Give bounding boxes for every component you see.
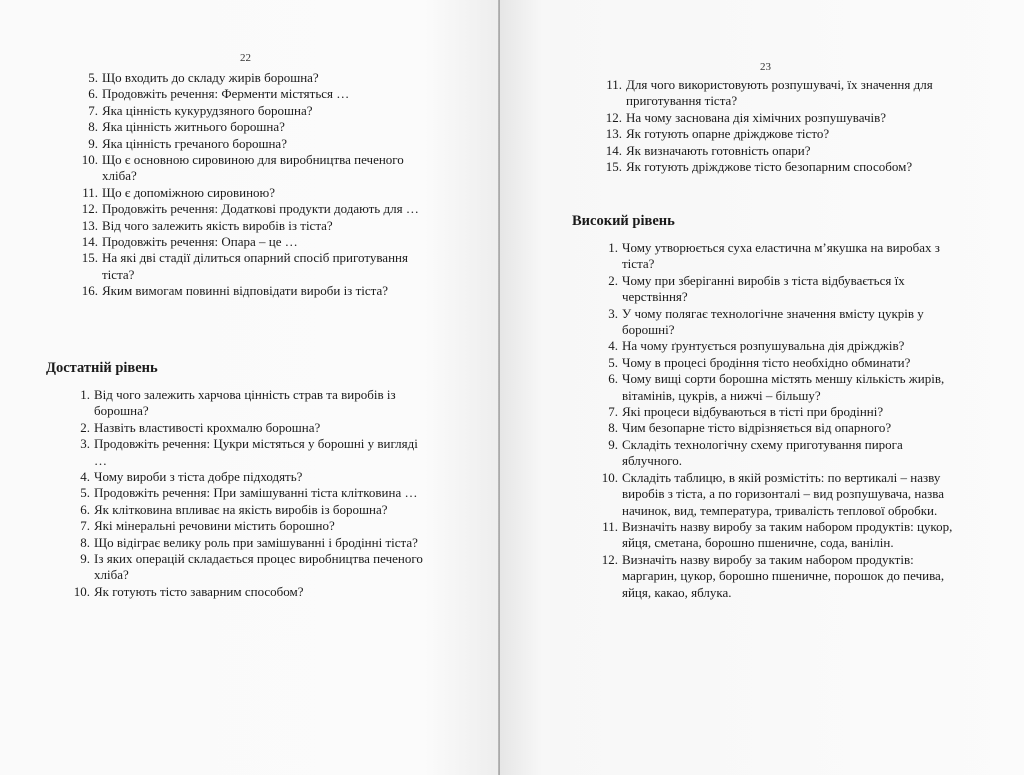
item-text: Складіть таблицю, в якій розмістіть: по вертикалі – назву виробів з тіста, а по горизонталі – вид розпушувача, назва начинок, вид, температура, тривалість теплової обробки. <box>622 469 944 518</box>
item-text: Продовжіть речення: При замішуванні тіста клітковина … <box>94 485 418 501</box>
item-number: 14. <box>81 234 98 250</box>
item-number: 2. <box>608 272 618 288</box>
item-number: 11. <box>606 77 622 92</box>
item-text: Продовжіть речення: Опара – це … <box>102 234 298 250</box>
list-item <box>604 143 964 159</box>
list-item <box>600 355 965 371</box>
item-text: Чому утворюється суха еластична м’якушка на виробах з тіста? <box>622 240 940 272</box>
item-text: Яка цінність кукурудзяного борошна? <box>102 102 313 118</box>
right-page <box>500 0 1024 775</box>
item-number: 15. <box>605 159 622 175</box>
list-item <box>72 469 432 485</box>
list-item <box>72 551 432 584</box>
item-number: 9. <box>88 135 98 151</box>
list-item <box>80 119 430 135</box>
item-text: Як готують тісто заварним способом? <box>94 583 304 599</box>
item-number: 8. <box>608 420 618 436</box>
item-text: Визначіть назву виробу за таким набором продуктів: маргарин, цукор, борошно пшеничне, порошок до печива, яйця, какао, яблука. <box>622 551 945 600</box>
item-text: Чому вищі сорти борошна містять меншу кількість жирів, вітамінів, цукрів, а нижчі – більшу? <box>622 371 945 403</box>
item-text: Продовжіть речення: Ферменти містяться … <box>102 86 350 102</box>
item-number: 1. <box>608 240 618 255</box>
item-number: 10. <box>601 469 618 485</box>
list-item <box>600 420 965 436</box>
item-number: 10. <box>81 152 98 168</box>
item-number: 7. <box>88 102 98 118</box>
list-item <box>72 535 432 551</box>
item-number: 7. <box>80 518 90 534</box>
list-item <box>72 387 432 420</box>
item-text: Чому при зберіганні виробів з тіста відбувається їх черствіння? <box>622 272 905 305</box>
question-list-continued <box>604 77 964 175</box>
item-number: 3. <box>608 305 618 321</box>
item-number: 2. <box>80 419 90 435</box>
item-number: 15. <box>81 250 98 266</box>
page-number: 22 <box>240 52 251 64</box>
question-list-high <box>600 240 965 601</box>
list-item <box>80 70 430 86</box>
item-text: На чому заснована дія хімічних розпушувачів? <box>626 109 887 125</box>
item-number: 14. <box>605 142 622 158</box>
list-item <box>80 250 430 283</box>
item-number: 3. <box>80 436 90 452</box>
item-number: 7. <box>608 404 618 420</box>
item-text: Назвіть властивості крохмалю борошна? <box>94 419 321 435</box>
list-item <box>80 86 430 102</box>
item-text: Від чого залежить харчова цінність страв та виробів із борошна? <box>94 387 396 419</box>
item-text: Із яких операцій складається процес виробництва печеного хліба? <box>94 551 423 583</box>
item-text: Що входить до складу жирів борошна? <box>102 70 319 85</box>
section-heading-sufficient: Достатній рівень <box>46 360 158 376</box>
list-item <box>72 518 432 534</box>
list-item <box>600 371 965 404</box>
item-number: 16. <box>81 283 98 299</box>
item-text: Як клітковина впливає на якість виробів із борошна? <box>94 501 388 517</box>
list-item <box>80 152 430 185</box>
item-text: Чим безопарне тісто відрізняється від опарного? <box>622 420 892 436</box>
item-text: Для чого використовують розпушувачі, їх значення для приготування тіста? <box>626 77 933 109</box>
item-text: Чому в процесі бродіння тісто необхідно обминати? <box>622 354 911 370</box>
item-text: Чому вироби з тіста добре підходять? <box>94 469 303 485</box>
item-text: Визначіть назву виробу за таким набором продуктів: цукор, яйця, сметана, борошно пшеничне, сода, ванілін. <box>622 518 953 551</box>
item-text: Яка цінність житнього борошна? <box>102 119 285 135</box>
item-number: 12. <box>601 551 618 567</box>
item-number: 6. <box>88 86 98 102</box>
list-item <box>604 159 964 175</box>
list-item <box>600 404 965 420</box>
list-item <box>72 420 432 436</box>
item-number: 4. <box>80 469 90 485</box>
item-text: Продовжіть речення: Цукри містяться у борошні у вигляді … <box>94 436 418 468</box>
item-text: Що відіграє велику роль при замішуванні і бродінні тіста? <box>94 534 418 550</box>
item-text: На які дві стадії ділиться опарний спосіб приготування тіста? <box>102 250 408 282</box>
list-item <box>604 77 964 110</box>
item-number: 6. <box>80 501 90 517</box>
page-number: 23 <box>760 61 771 73</box>
list-item <box>604 110 964 126</box>
list-item <box>72 584 432 600</box>
list-item <box>600 470 965 519</box>
list-item <box>72 436 432 469</box>
list-item <box>72 502 432 518</box>
item-number: 12. <box>81 201 98 217</box>
item-text: Які процеси відбуваються в тісті при бродінні? <box>622 404 884 420</box>
list-item <box>80 218 430 234</box>
item-number: 10. <box>73 583 90 599</box>
item-text: На чому ґрунтується розпушувальна дія дріжджів? <box>622 338 905 354</box>
list-item <box>600 306 965 339</box>
list-item <box>600 552 965 601</box>
item-number: 8. <box>80 534 90 550</box>
item-number: 1. <box>80 387 90 402</box>
item-number: 5. <box>88 70 98 85</box>
list-item <box>600 338 965 354</box>
section-heading-high: Високий рівень <box>572 213 675 229</box>
item-text: У чому полягає технологічне значення вмісту цукрів у борошні? <box>622 305 924 338</box>
item-text: Як визначають готовність опари? <box>626 142 811 158</box>
list-item <box>80 234 430 250</box>
item-number: 8. <box>88 119 98 135</box>
list-item <box>80 185 430 201</box>
item-number: 9. <box>608 436 618 452</box>
left-page <box>0 0 500 775</box>
list-item <box>80 103 430 119</box>
list-item <box>600 519 965 552</box>
item-text: Яка цінність гречаного борошна? <box>102 135 287 151</box>
list-item <box>600 437 965 470</box>
item-number: 11. <box>602 518 618 534</box>
item-text: Яким вимогам повинні відповідати вироби із тіста? <box>102 283 389 299</box>
list-item <box>80 283 430 299</box>
question-list-sufficient <box>72 387 432 600</box>
item-text: Продовжіть речення: Додаткові продукти додають для … <box>102 201 419 217</box>
item-text: Як готують опарне дріжджове тісто? <box>626 126 830 142</box>
item-text: Як готують дріжджове тісто безопарним способом? <box>626 159 913 175</box>
item-number: 5. <box>608 354 618 370</box>
list-item <box>80 136 430 152</box>
question-list-basic <box>80 70 430 300</box>
list-item <box>72 485 432 501</box>
item-number: 5. <box>80 485 90 501</box>
list-item <box>604 126 964 142</box>
item-number: 4. <box>608 338 618 354</box>
item-text: Що є допоміжною сировиною? <box>102 184 276 200</box>
item-number: 9. <box>80 551 90 567</box>
item-text: Складіть технологічну схему приготування пирога яблучного. <box>622 436 903 469</box>
item-number: 13. <box>605 126 622 142</box>
item-text: Які мінеральні речовини містить борошно? <box>94 518 335 534</box>
item-number: 12. <box>605 109 622 125</box>
item-text: Від чого залежить якість виробів із тіста? <box>102 217 333 233</box>
item-number: 13. <box>81 217 98 233</box>
item-number: 11. <box>82 184 98 200</box>
item-number: 6. <box>608 371 618 387</box>
list-item <box>600 240 965 273</box>
list-item <box>600 273 965 306</box>
list-item <box>80 201 430 217</box>
item-text: Що є основною сировиною для виробництва печеного хліба? <box>102 152 404 184</box>
